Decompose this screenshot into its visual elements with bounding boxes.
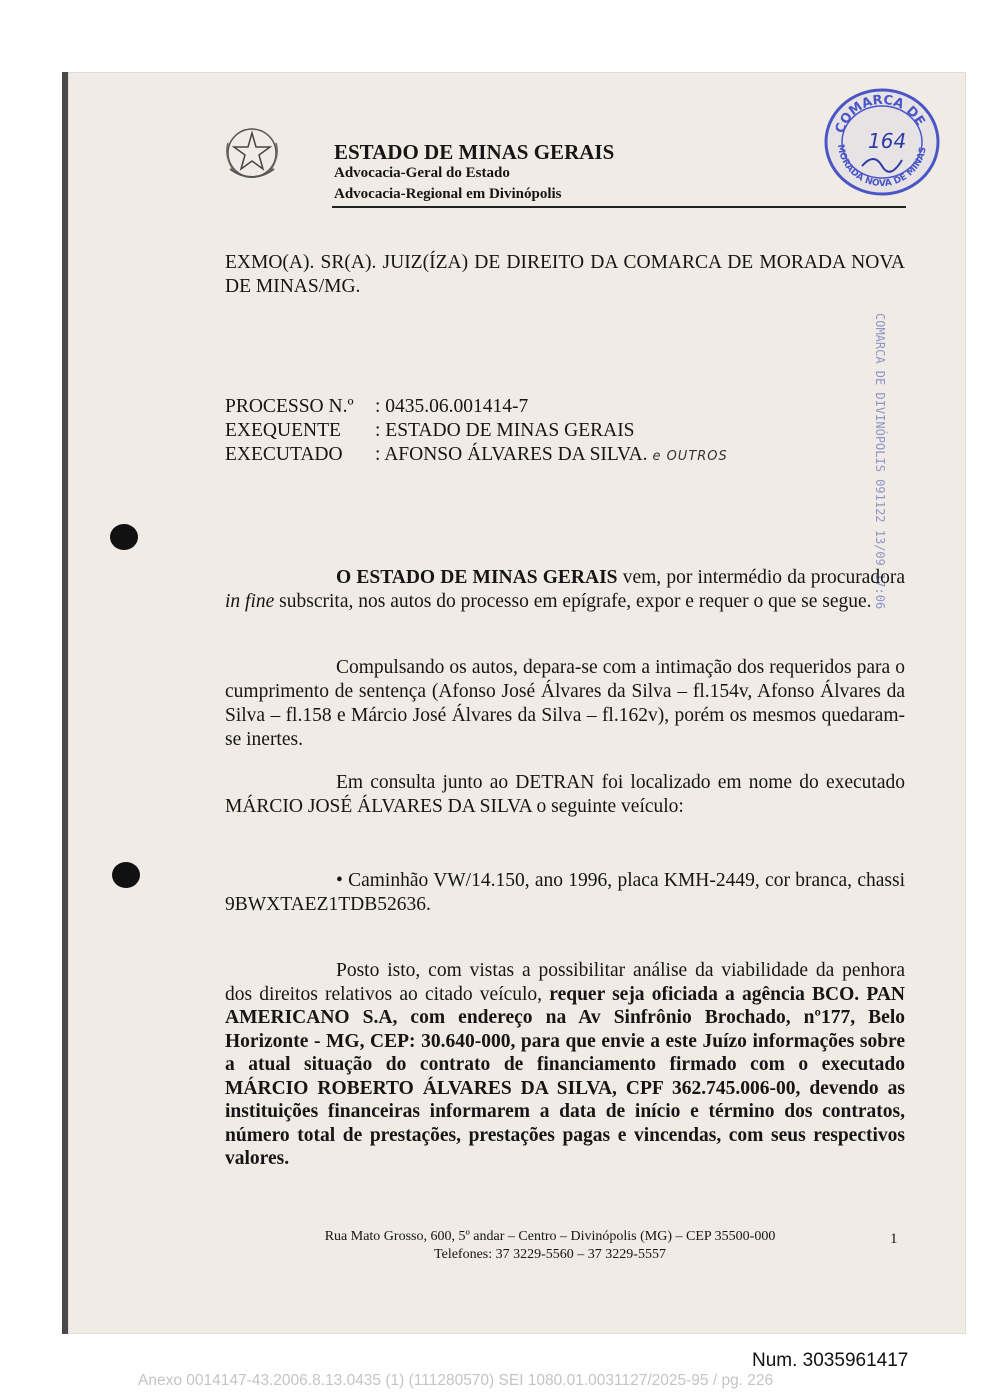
court-stamp xyxy=(822,86,942,196)
vehicle-item xyxy=(225,869,905,917)
side-stamp-text: COMARCA DE DIVINÓPOLIS 091122 13/09 17:06 xyxy=(873,313,887,610)
paragraph-bold: O ESTADO DE MINAS GERAIS xyxy=(336,567,618,588)
paragraph xyxy=(225,566,905,614)
paragraph-italic: in fine xyxy=(225,591,275,612)
footer-line: Rua Mato Grosso, 600, 5º andar – Centro – Divinópolis (MG) – CEP 35500-000 xyxy=(324,1229,776,1244)
header-title: ESTADO DE MINAS GERAIS xyxy=(334,140,615,164)
paragraph xyxy=(225,959,905,1171)
punch-hole xyxy=(112,862,140,888)
footer-address xyxy=(250,1228,850,1264)
paragraph xyxy=(225,771,905,819)
exequente-value: : ESTADO DE MINAS GERAIS xyxy=(375,420,635,441)
document-number: Num. 3035961417 xyxy=(752,1350,909,1371)
paragraph-text: Em consulta junto ao DETRAN foi localizado em nome do executado MÁRCIO JOSÉ ÁLVARES DA SILVA o seguinte veículo: xyxy=(225,772,905,817)
footer-phones: Telefones: 37 3229-5560 – 37 3229-5557 xyxy=(434,1247,666,1262)
stamp-handwritten-number: 164 xyxy=(868,129,907,153)
executado-label: EXECUTADO xyxy=(225,444,343,465)
punch-hole xyxy=(110,524,138,550)
paragraph-bold: requer seja oficiada a agência BCO. PAN AMERICANO S.A, com endereço na Av Sinfrônio Brochado, nº177, Belo Horizonte - MG, CEP: 30.640-000, para que envie a este Juízo informações sobre a atual situação do contrato de financiamento firmado com o executado MÁRCIO ROBERTO ÁLVARES DA SILVA, CPF 362.745.006-00, devendo as instituições financeiras informarem a data de início e término dos contratos, número total de prestações, prestações pagas e vincendas, com seus respectivos valores. xyxy=(225,983,905,1169)
paragraph-text: Posto isto, com vistas a possibilitar análise da viabilidade da penhora dos direitos relativos ao citado veículo, xyxy=(225,960,905,1005)
process-value: : 0435.06.001414-7 xyxy=(375,396,529,417)
paragraph-text: vem, por intermédio da procuradora xyxy=(617,567,905,588)
vehicle-text: • Caminhão VW/14.150, ano 1996, placa KMH-2449, cor branca, chassi 9BWXTAEZ1TDB52636. xyxy=(225,870,905,915)
process-row xyxy=(225,420,635,442)
process-row xyxy=(225,444,728,466)
exequente-label: EXEQUENTE xyxy=(225,420,341,441)
stamp-top-text: COMARCA DE xyxy=(832,92,928,136)
addressee: EXMO(A). SR(A). JUIZ(ÍZA) DE DIREITO DA COMARCA DE MORADA NOVA DE MINAS/MG. xyxy=(225,252,905,297)
coat-of-arms-icon xyxy=(220,123,284,187)
process-row xyxy=(225,396,528,418)
stamp-bottom-text: MORADA NOVA DE MINAS xyxy=(834,143,929,190)
process-label: PROCESSO N.º xyxy=(225,396,354,417)
handwritten-note: e OUTROS xyxy=(652,449,728,464)
paragraph-text: Compulsando os autos, depara-se com a intimação dos requeridos para o cumprimento de sentença (Afonso José Álvares da Silva – fl.154v, Afonso Álvares da Silva – fl.158 e Márcio José Álvares da Silva – fl.162v), porém os mesmos quedaram-se inertes. xyxy=(225,657,905,750)
header-rule xyxy=(332,206,906,208)
paragraph-text: subscrita, nos autos do processo em epígrafe, expor e requer o que se segue. xyxy=(274,591,872,612)
executado-value: : AFONSO ÁLVARES DA SILVA. xyxy=(375,444,648,465)
header-subtitle: Advocacia-Regional em Divinópolis xyxy=(334,186,562,202)
page-number: 1 xyxy=(890,1231,898,1247)
header-subtitle: Advocacia-Geral do Estado xyxy=(334,165,510,181)
paragraph xyxy=(225,656,905,752)
annex-watermark: Anexo 0014147-43.2006.8.13.0435 (1) (111280570) SEI 1080.01.0031127/2025-95 / pg. 226 xyxy=(138,1372,774,1389)
